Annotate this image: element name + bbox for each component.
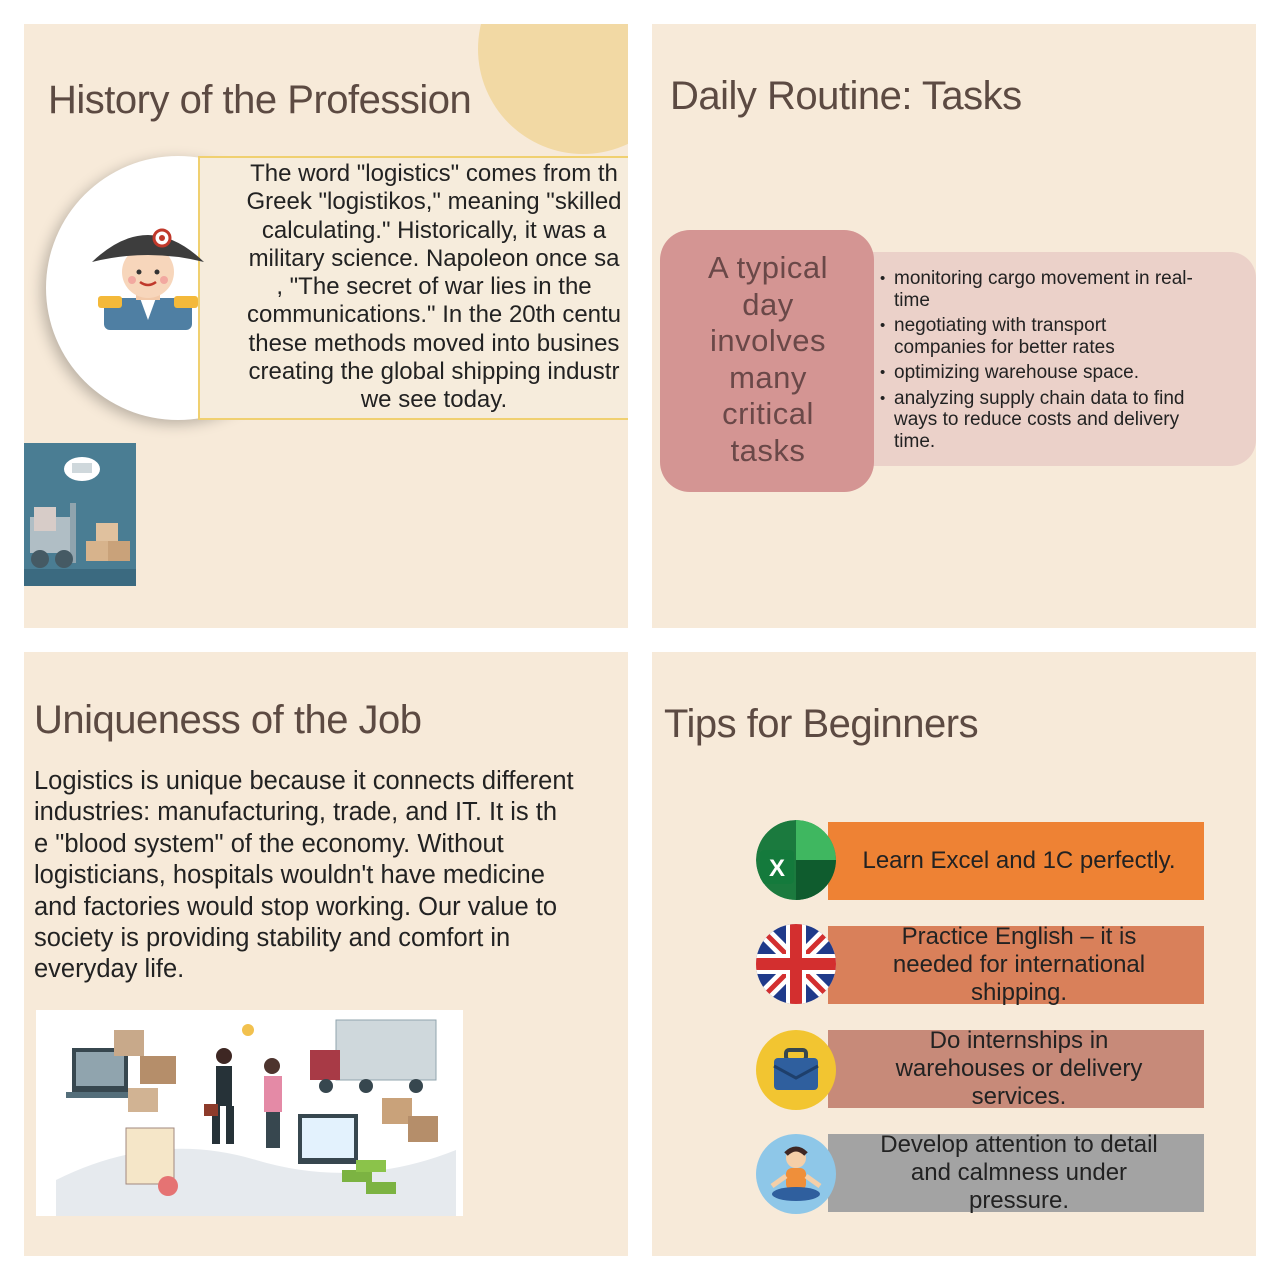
history-text: The word "logistics" comes from th Greek "logistikos," meaning "skilled calculating." Historically, it was a military science. Napoleon once sa , "The secret of war lies in the communications." In the 20th centu these methods moved into busines creating the global shipping industr we see today. [246,160,622,414]
list-item: • analyzing supply chain data to find ways to reduce costs and delivery time. [878,388,1238,453]
forklift-panel [24,443,136,586]
slide-history [24,24,628,628]
uk-flag-icon [756,924,836,1004]
slide-title-routine: Daily Routine: Tasks [670,74,1022,118]
list-item: • monitoring cargo movement in real- time [878,268,1238,311]
excel-icon [756,820,836,900]
slide-title-uniqueness: Uniqueness of the Job [34,698,422,742]
slide-title-history: History of the Profession [48,78,472,122]
tip-item: Learn Excel and 1C perfectly. [828,822,1204,900]
slide-uniqueness [24,652,628,1256]
task-list [878,268,1238,456]
tip-item: Develop attention to detail and calmness under pressure. [828,1134,1204,1212]
napoleon-icon [88,210,208,330]
list-item: • negotiating with transport companies for better rates [878,315,1238,358]
intro-text: A typical day involves many critical tasks [708,250,828,468]
logistics-network-illustration [36,1010,463,1216]
uniqueness-text: Logistics is unique because it connects different industries: manufacturing, trade, and IT. It is th e "blood system" of the economy. Without logisticians, hospitals wouldn't have medicine and factories would stop working. Our value to society is providing stability and comfort in everyday life. [34,767,574,984]
slide-routine [652,24,1256,628]
list-item: • optimizing warehouse space. [878,362,1238,384]
decorative-circle [478,24,628,154]
briefcase-icon [756,1030,836,1110]
svg-text:X: X [768,855,786,882]
forklift-icon [24,443,136,586]
tip-item: Practice English – it is needed for international shipping. [828,926,1204,1004]
meditation-icon [756,1134,836,1214]
slide-title-tips: Tips for Beginners [664,702,979,746]
slide-tips [652,652,1256,1256]
tip-item: Do internships in warehouses or delivery services. [828,1030,1204,1108]
